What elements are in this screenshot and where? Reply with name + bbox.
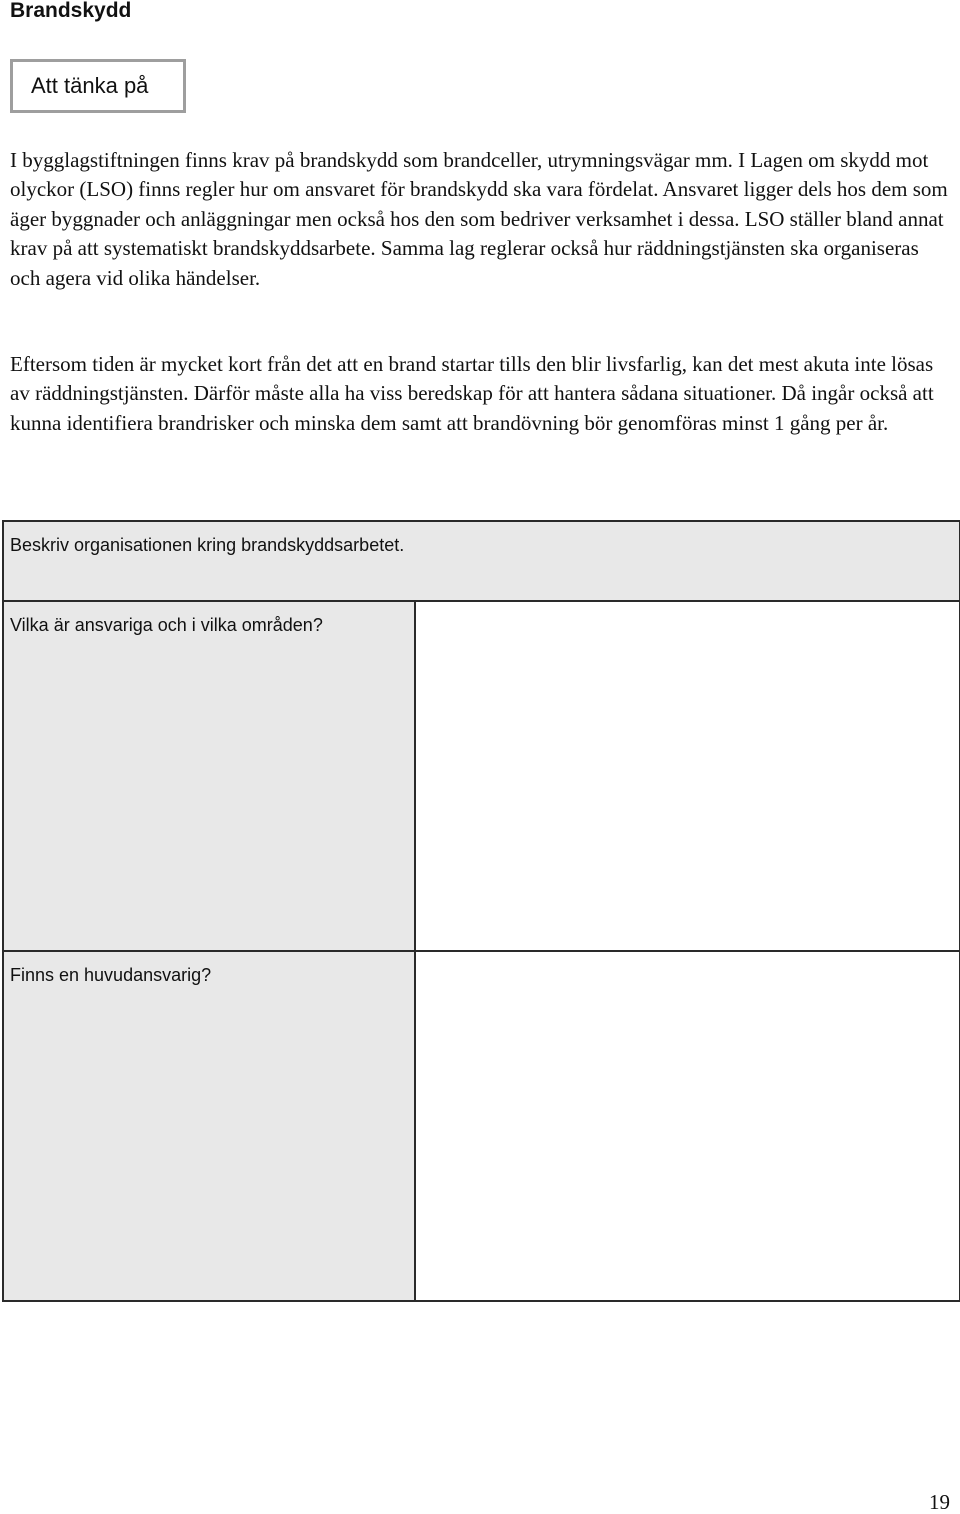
intro-paragraph: I bygglagstiftningen finns krav på brandskydd som brandceller, utrymningsvägar mm. I Lagen om skydd mot olyckor (LSO) finns regler hur om ansvaret för brandskydd ska vara fördelat. Ansvaret ligger dels hos dem som äger byggnader och anläggningar men också hos den som bedriver verksamhet i dessa. LSO ställer bland annat krav på att systematiskt brandskyddsarbete. Samma lag reglerar också hur räddningstjänsten ska organiseras och agera vid olika händelser.: [10, 148, 948, 290]
form-table: [2, 520, 960, 1302]
callout-box: [10, 59, 186, 113]
form-intro-cell: [3, 521, 960, 601]
page-number: 19: [929, 1490, 950, 1514]
answer-field-responsible[interactable]: [415, 601, 960, 951]
question-label-main-responsible: Finns en huvudansvarig?: [10, 965, 212, 985]
second-paragraph: Eftersom tiden är mycket kort från det att en brand startar tills den blir livsfarlig, kan det mest akuta inte lösas av räddningstjänsten. Därför måste alla ha viss beredskap för att hantera sådana situationer. Då ingår också att kunna identifiera brandrisker och minska dem samt att brandövning bör genomföras minst 1 gång per år.: [10, 352, 934, 435]
callout-label: Att tänka på: [31, 73, 149, 98]
answer-field-main-responsible[interactable]: [415, 951, 960, 1301]
question-cell-responsible: [3, 601, 415, 951]
question-cell-main-responsible: [3, 951, 415, 1301]
form-intro-label: Beskriv organisationen kring brandskyddsarbetet.: [10, 535, 405, 555]
page-heading: Brandskydd: [10, 0, 132, 22]
question-label-responsible: Vilka är ansvariga och i vilka områden?: [10, 615, 323, 635]
